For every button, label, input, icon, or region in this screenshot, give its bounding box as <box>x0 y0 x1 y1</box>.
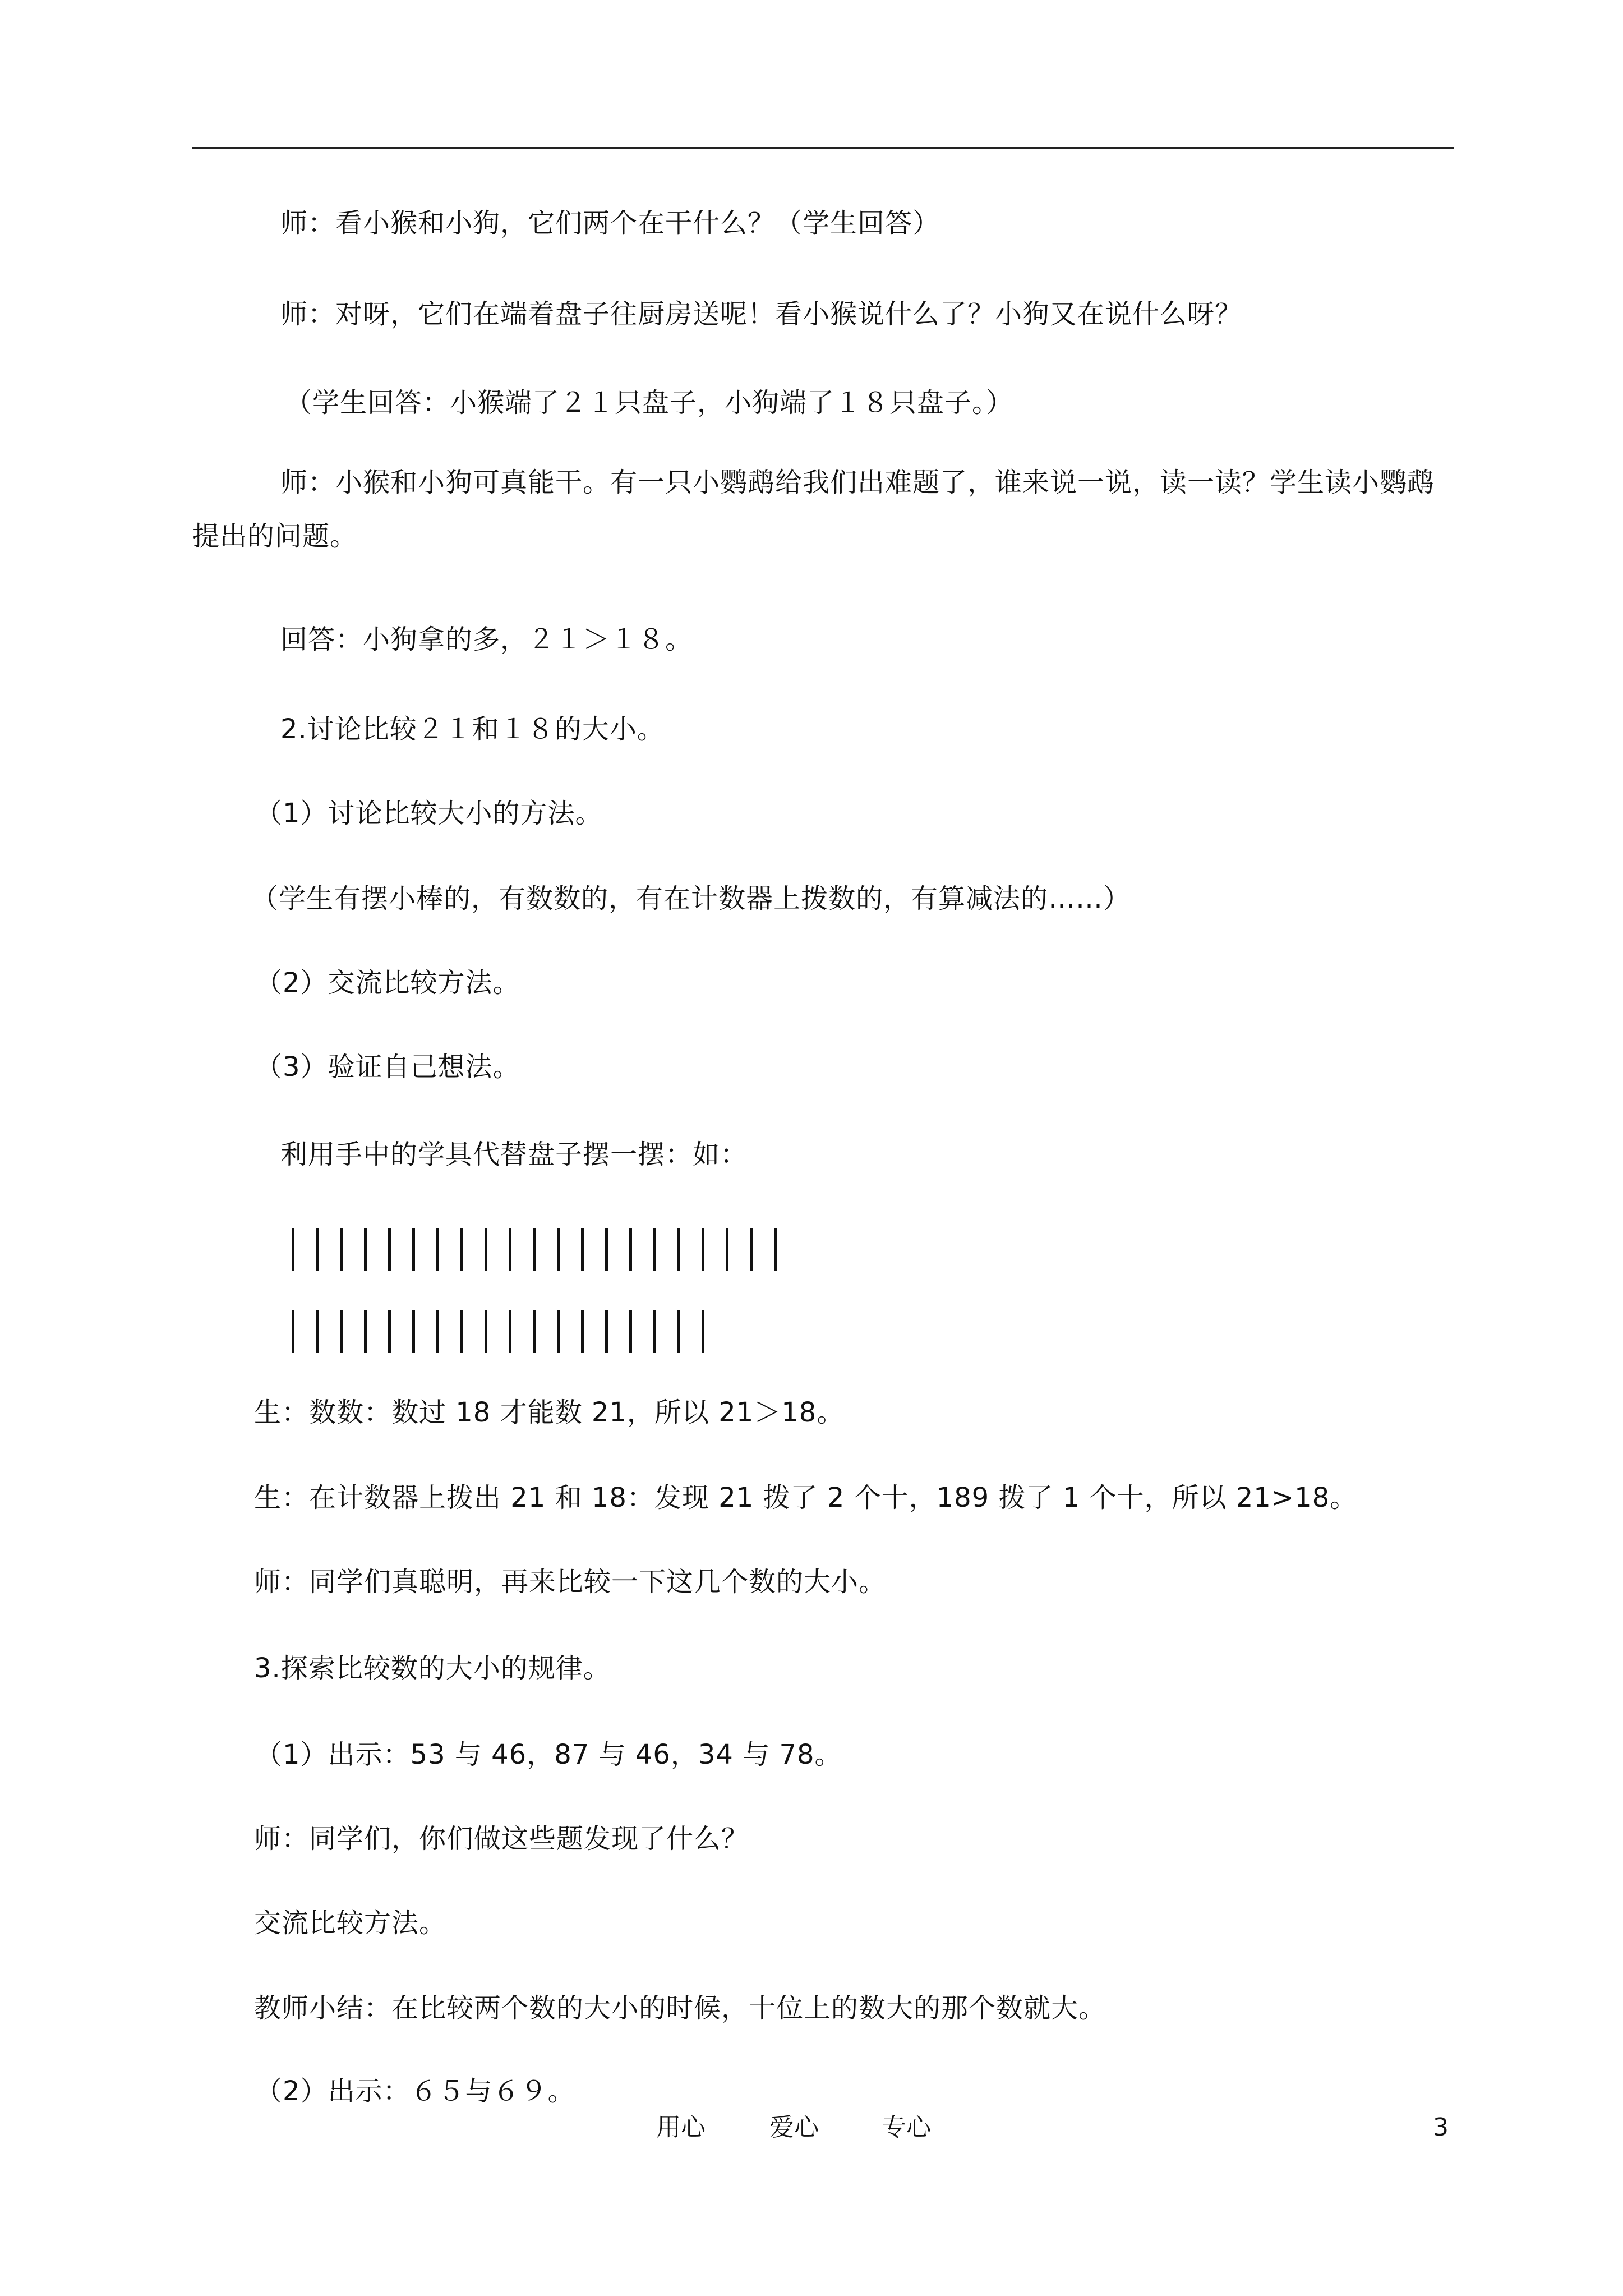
tally-stick <box>677 1228 680 1271</box>
tally-stick <box>581 1310 584 1353</box>
tally-stick <box>485 1310 487 1353</box>
tally-stick <box>629 1310 632 1353</box>
tally-stick <box>436 1310 439 1353</box>
tally-stick <box>436 1228 439 1271</box>
tally-stick <box>485 1228 487 1271</box>
text-line-16: （1）出示：53 与 46，87 与 46，34 与 78。 <box>255 1739 842 1770</box>
tally-stick <box>774 1228 777 1271</box>
text-line-8: （学生有摆小棒的，有数数的，有在计数器上拨数的，有算减法的……） <box>251 883 1131 914</box>
tally-stick <box>388 1228 391 1271</box>
tally-stick <box>702 1310 704 1353</box>
text-line-15: 3.探索比较数的大小的规律。 <box>254 1653 611 1684</box>
tally-stick <box>340 1310 343 1353</box>
tally-stick <box>533 1310 536 1353</box>
tally-stick <box>460 1310 463 1353</box>
text-line-14: 师：同学们真聪明，再来比较一下这几个数的大小。 <box>254 1566 887 1598</box>
tally-stick <box>702 1228 704 1271</box>
tally-stick <box>412 1310 415 1353</box>
text-line-10: （3）验证自己想法。 <box>255 1051 520 1083</box>
tally-stick <box>605 1228 608 1271</box>
tally-stick <box>581 1228 584 1271</box>
header-rule <box>192 147 1454 149</box>
tally-stick <box>509 1310 511 1353</box>
text-line-20: （2）出示：６５与６９。 <box>255 2076 575 2107</box>
tally-row-18 <box>292 1310 726 1353</box>
text-line-9: （2）交流比较方法。 <box>255 967 520 999</box>
text-line-17: 师：同学们，你们做这些题发现了什么？ <box>254 1823 749 1855</box>
tally-stick <box>340 1228 343 1271</box>
footer-motto-3: 专心 <box>882 2113 931 2142</box>
page-number: 3 <box>1433 2113 1449 2142</box>
text-line-5: 回答：小狗拿的多，２１＞１８。 <box>280 624 693 655</box>
text-line-13: 生：在计数器上拨出 21 和 18：发现 21 拨了 2 个十，189 拨了 1 个十，所以 21>18。 <box>254 1482 1358 1513</box>
tally-stick <box>292 1310 294 1353</box>
tally-stick <box>677 1310 680 1353</box>
tally-stick <box>557 1228 560 1271</box>
text-line-18: 交流比较方法。 <box>254 1907 447 1939</box>
tally-stick <box>316 1228 319 1271</box>
text-line-1: 师：看小猴和小狗，它们两个在干什么？（学生回答） <box>280 208 940 239</box>
footer-motto-1: 用心 <box>656 2113 706 2142</box>
text-line-3: （学生回答：小猴端了２１只盘子，小狗端了１８只盘子。） <box>285 387 1014 418</box>
tally-stick <box>629 1228 632 1271</box>
text-line-19: 教师小结：在比较两个数的大小的时候，十位上的数大的那个数就大。 <box>254 1993 1106 2024</box>
tally-stick <box>388 1310 391 1353</box>
tally-stick <box>364 1228 367 1271</box>
tally-stick <box>533 1228 536 1271</box>
tally-stick <box>292 1228 294 1271</box>
text-line-4: 师：小猴和小狗可真能干。有一只小鹦鹉给我们出难题了，谁来说一说，读一读？学生读小鹦鹉提出的问题。 <box>192 467 1435 552</box>
tally-stick <box>750 1228 753 1271</box>
tally-stick <box>653 1310 656 1353</box>
footer-motto-2: 爱心 <box>769 2113 819 2142</box>
tally-stick <box>412 1228 415 1271</box>
text-line-11: 利用手中的学具代替盘子摆一摆：如： <box>280 1139 748 1170</box>
tally-stick <box>509 1228 511 1271</box>
tally-stick <box>726 1228 728 1271</box>
text-line-12: 生：数数：数过 18 才能数 21，所以 21＞18。 <box>254 1397 845 1428</box>
tally-stick <box>316 1310 319 1353</box>
tally-stick <box>460 1228 463 1271</box>
text-line-6: 2.讨论比较２１和１８的大小。 <box>280 714 665 745</box>
tally-stick <box>605 1310 608 1353</box>
tally-stick <box>653 1228 656 1271</box>
tally-stick <box>557 1310 560 1353</box>
text-line-2: 师：对呀，它们在端着盘子往厨房送呢！看小猴说什么了？小狗又在说什么呀？ <box>280 298 1243 330</box>
text-line-7: （1）讨论比较大小的方法。 <box>255 798 603 829</box>
tally-stick <box>364 1310 367 1353</box>
tally-row-21 <box>292 1228 798 1271</box>
